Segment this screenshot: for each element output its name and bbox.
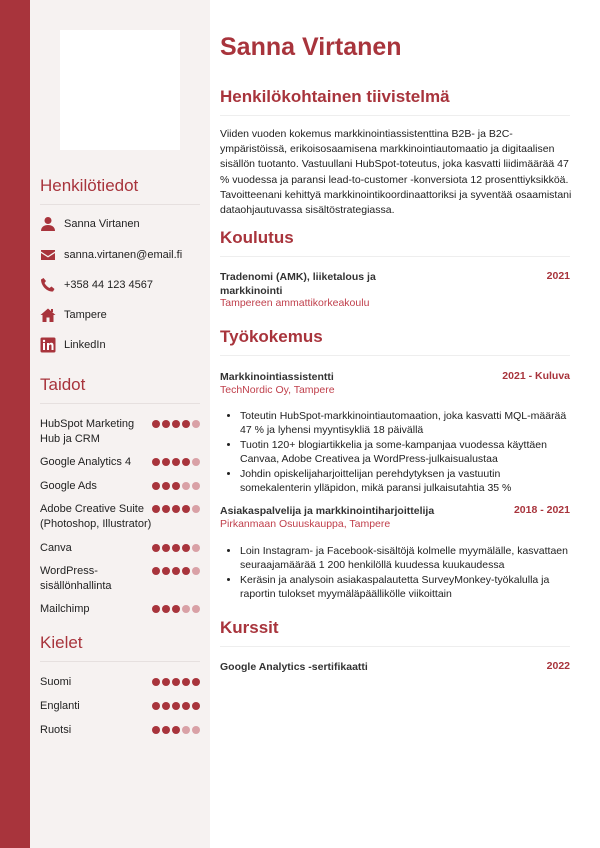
language-row xyxy=(40,675,200,690)
job-bullets xyxy=(220,544,570,602)
home-icon xyxy=(40,307,56,323)
skill-row xyxy=(40,502,200,532)
language-rating xyxy=(152,723,200,738)
contact-linkedin-text[interactable]: LinkedIn xyxy=(64,339,106,351)
user-icon xyxy=(40,216,56,232)
contact-name-text: Sanna Virtanen xyxy=(64,218,140,230)
skill-name: WordPress-sisällönhallinta xyxy=(40,565,112,592)
skill-name: Mailchimp xyxy=(40,603,90,615)
phone-icon xyxy=(40,277,56,293)
sidebar xyxy=(30,0,210,848)
linkedin-icon xyxy=(40,337,56,353)
contact-email[interactable] xyxy=(40,247,182,263)
job-entry xyxy=(220,370,570,384)
main-content xyxy=(210,0,600,848)
skill-rating xyxy=(152,417,200,447)
degree-title: Tradenomi (AMK), liiketalous ja markkinointi xyxy=(220,271,376,297)
skill-rating xyxy=(152,502,200,532)
email-icon xyxy=(40,247,56,263)
contact-phone[interactable] xyxy=(40,277,153,293)
languages-heading: Kielet xyxy=(40,633,200,662)
job-company: TechNordic Oy, Tampere xyxy=(220,384,335,396)
institution: Tampereen ammattikorkeakoulu xyxy=(220,297,370,309)
contact-linkedin[interactable] xyxy=(40,337,106,353)
skill-row xyxy=(40,417,200,447)
profile-photo xyxy=(60,30,180,150)
skills-heading: Taidot xyxy=(40,375,200,404)
job-bullet: • Loin Instagram- ja Facebook-sisältöjä kolmelle myymälälle, kasvattaen seuraajamäärää 1 200 henkilöllä kuudessa kuukaudessa xyxy=(240,544,570,573)
contact-phone-text[interactable]: +358 44 123 4567 xyxy=(64,279,154,291)
skill-row xyxy=(40,564,200,594)
candidate-name: Sanna Virtanen xyxy=(220,33,402,61)
language-name: Englanti xyxy=(40,700,80,712)
skill-row xyxy=(40,479,200,494)
job-bullet: • Keräsin ja analysoin asiakaspalautetta SurveyMonkey-työkalulla ja raportin tulokset myymäläpäällikölle viikoittain xyxy=(240,573,570,602)
skill-row xyxy=(40,602,200,617)
skill-name: Canva xyxy=(40,542,72,554)
courses-heading: Kurssit xyxy=(220,618,570,647)
skill-name: Google Analytics 4 xyxy=(40,456,132,468)
skill-rating xyxy=(152,479,200,494)
skill-rating xyxy=(152,564,200,594)
contact-location xyxy=(40,307,107,323)
job-title: Markkinointiassistentti xyxy=(220,371,334,383)
skill-rating xyxy=(152,602,200,617)
job-date: 2018 - 2021 xyxy=(513,504,570,516)
summary-heading: Henkilökohtainen tiivistelmä xyxy=(220,87,570,116)
language-row xyxy=(40,723,200,738)
skill-rating xyxy=(152,541,200,556)
job-bullets xyxy=(220,409,570,495)
job-title: Asiakaspalvelija ja markkinointiharjoittelija xyxy=(220,505,435,517)
experience-heading: Työkokemus xyxy=(220,327,570,356)
contact-email-text[interactable]: sanna.virtanen@email.fi xyxy=(64,249,183,261)
skill-name: Google Ads xyxy=(40,480,97,492)
personal-info-heading: Henkilötiedot xyxy=(40,176,200,205)
language-row xyxy=(40,699,200,714)
language-rating xyxy=(152,699,200,714)
education-date: 2021 xyxy=(546,270,570,282)
job-bullet: • Tuotin 120+ blogiartikkelia ja some-kampanjaa vuodessa käyttäen Canvaa, Adobe Creativea ja WordPress-julkaisualustaa xyxy=(240,438,570,467)
contact-name xyxy=(40,216,140,232)
job-bullet: • Toteutin HubSpot-markkinointiautomaation, joka kasvatti MQL-määrää 47 % ja lyhensi myyntisykliä 18 päivällä xyxy=(240,409,570,438)
job-company: Pirkanmaan Osuuskauppa, Tampere xyxy=(220,518,391,530)
skill-row xyxy=(40,541,200,556)
job-date: 2021 - Kuluva xyxy=(502,370,570,382)
language-name: Suomi xyxy=(40,676,72,688)
skill-name: HubSpot Marketing Hub ja CRM xyxy=(40,418,135,445)
course-date: 2022 xyxy=(546,660,570,672)
education-heading: Koulutus xyxy=(220,228,570,257)
course-title: Google Analytics -sertifikaatti xyxy=(220,661,368,673)
skill-rating xyxy=(152,455,200,470)
course-entry xyxy=(220,660,570,674)
language-name: Ruotsi xyxy=(40,724,72,736)
contact-location-text: Tampere xyxy=(64,309,107,321)
accent-stripe xyxy=(0,0,30,848)
skill-name: Adobe Creative Suite (Photoshop, Illustrator) xyxy=(40,503,152,530)
education-entry xyxy=(220,270,570,298)
job-entry xyxy=(220,504,570,518)
skill-row xyxy=(40,455,200,470)
job-bullet: • Johdin opiskelijaharjoittelijan perehdytyksen ja vastuutin somekalenterin ylläpidon, mikä paransi julkaisutahtia 35 % xyxy=(240,467,570,496)
summary-text: Viiden vuoden kokemus markkinointiassistenttina B2B- ja B2C-ympäristöissä, erikoisosaamisena markkinointiautomaatio ja digitaalisen sisällön tuotanto. Vastuullani HubSpot-toteutus, joka kasvatti liidimäärää 47 % vuodessa ja paransi lead-to-customer -konversiota 12 prosenttiyksikköä. Tavoitteenani kehittyä markkinointikoordinaattoriksi ja syventää osaamistani dataohjautuvassa sisältöstrategiassa. xyxy=(220,128,572,217)
language-rating xyxy=(152,675,200,690)
